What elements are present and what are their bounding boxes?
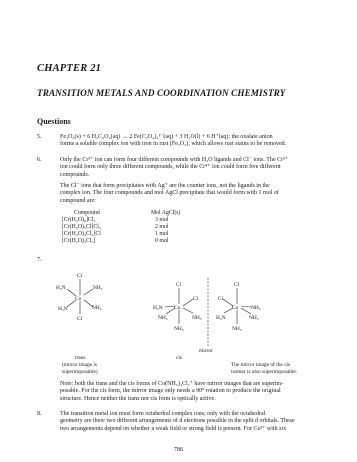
mirror-label: mirror bbox=[199, 348, 213, 354]
question-6-cont-line-3: compound are: bbox=[60, 197, 96, 204]
trans-h3n-lower: H₃N bbox=[58, 306, 68, 312]
trans-cl-bottom: Cl bbox=[77, 316, 83, 322]
table-cell-compound: [Cr(H₂O)₅Cl]Cl₂ bbox=[62, 224, 101, 230]
caption-right-line-2: isomer is also superimposable. bbox=[231, 369, 298, 374]
cis2-nh3-bottom: NH₃ bbox=[232, 326, 242, 332]
question-8-text bbox=[60, 411, 322, 433]
question-number-5: 5. bbox=[37, 134, 42, 140]
trans-nh3-upper: NH₃ bbox=[93, 285, 103, 291]
section-heading: Questions bbox=[37, 117, 71, 126]
trans-nh3-lower: NH₃ bbox=[92, 305, 102, 311]
question-5-text bbox=[60, 134, 322, 149]
cis1-cl-top: Cl bbox=[176, 282, 182, 288]
cis1-h3n: H₃N bbox=[153, 305, 163, 311]
caption-left-line-1: (mirror image is bbox=[62, 362, 98, 368]
table-cell-mol: 3 mol bbox=[155, 217, 169, 223]
question-6-line-2: ion could form only three different compounds, while the Cr⁴⁺ ion could form five different bbox=[60, 164, 281, 171]
trans-co: Co bbox=[75, 296, 82, 302]
table-cell-compound: [Cr(H₂O)₄Cl₂]Cl bbox=[62, 231, 101, 237]
question-number-7: 7. bbox=[37, 257, 42, 263]
table-cell-mol: 2 mol bbox=[155, 224, 169, 230]
table-header-compound: Compound bbox=[74, 210, 100, 216]
question-6-continuation bbox=[60, 183, 322, 205]
trans-h3n-upper: H₃N bbox=[56, 285, 66, 291]
question-6-cont-line-2: complex ion. The four compounds and mol AgCl precipitate that would form with 1 mol of bbox=[60, 190, 279, 197]
question-6-line-1: Only the Cr³⁺ ion can form four different compounds with H₂O ligands and Cl⁻ ions. The Cr²⁺ bbox=[60, 157, 289, 163]
cis1-co: Co bbox=[174, 305, 181, 311]
cis2-co: Co bbox=[232, 305, 239, 311]
trans-cl-top: Cl bbox=[77, 273, 83, 279]
cis1-nh3-right: NH₃ bbox=[192, 315, 202, 321]
question-6-cont-line-1: The Cl⁻ ions that form precipitates with Ag⁺ are the counter ions, not the ligands in the bbox=[60, 183, 270, 189]
question-5-line-1: Fe₂O₃(s) + 6 H₂C₂O₄(aq) → 2 Fe(C₂O₄)₃³⁻(aq) + 3 H₂O(l) + 6 H⁺(aq); the oxalate anion bbox=[60, 134, 273, 140]
caption-right-line-1: The mirror image of the cis bbox=[231, 362, 291, 368]
chapter-number: CHAPTER 21 bbox=[37, 63, 102, 74]
trans-label: trans bbox=[75, 355, 86, 361]
cis1-nh3-bottom: NH₃ bbox=[174, 326, 184, 332]
isomer-structures bbox=[55, 262, 325, 374]
question-5-line-2: forms a soluble complex ion with iron in rust (Fe₂O₃), which allows rust stains to be removed. bbox=[60, 141, 287, 148]
cis2-nh3-right: NH₃ bbox=[251, 305, 261, 311]
table-header-mol: Mol AgCl(s) bbox=[151, 210, 181, 216]
cis2-nh3-lower: NH₃ bbox=[249, 315, 259, 321]
table-cell-mol: 0 mol bbox=[155, 238, 169, 244]
cis1-nh3-left: NH₃ bbox=[158, 315, 168, 321]
page-number: 786 bbox=[173, 446, 184, 453]
question-6-line-3: compounds. bbox=[60, 171, 90, 178]
chapter-title: TRANSITION METALS AND COORDINATION CHEMISTRY bbox=[37, 88, 286, 98]
question-number-6: 6. bbox=[37, 157, 42, 163]
question-number-8: 8. bbox=[37, 411, 42, 417]
cis1-cl-right: Cl bbox=[193, 296, 199, 302]
cis2-h3n: H₃N bbox=[216, 315, 226, 321]
caption-left-line-2: superimposable) bbox=[62, 369, 98, 374]
table-cell-compound: [Cr(H₂O)₆]Cl₃ bbox=[62, 217, 96, 223]
cis2-cl-top: Cl bbox=[234, 282, 240, 288]
question-8-line-2: geometry are there two different arrangements of d electrons possible in the split d orbitals. These bbox=[60, 418, 295, 425]
cis-label: cis bbox=[176, 355, 182, 361]
question-6-text bbox=[60, 157, 322, 179]
question-8-line-1: The transition metal ion must form octahedral complex ions; only with the octahedral bbox=[60, 411, 266, 417]
cis2-cl-left: Cl bbox=[218, 296, 224, 302]
note-line-3: structure. Hence neither the trans nor cis form is optically active. bbox=[60, 395, 216, 402]
question-7-note bbox=[60, 381, 322, 403]
table-cell-mol: 1 mol bbox=[155, 231, 169, 237]
question-8-line-3: two arrangements depend on whether a weak field or strong field is present. For Co³⁺ with six bbox=[60, 425, 287, 432]
table-cell-compound: [Cr(H₂O)₃Cl₃] bbox=[62, 238, 96, 244]
note-line-1: Note: both the trans and the cis forms of Co(NH₃)₄Cl₂⁺ have mirror images that are superim- bbox=[60, 381, 284, 387]
note-line-2: posable. For the cis form, the mirror image only needs a 90° rotation to produce the original bbox=[60, 388, 281, 395]
